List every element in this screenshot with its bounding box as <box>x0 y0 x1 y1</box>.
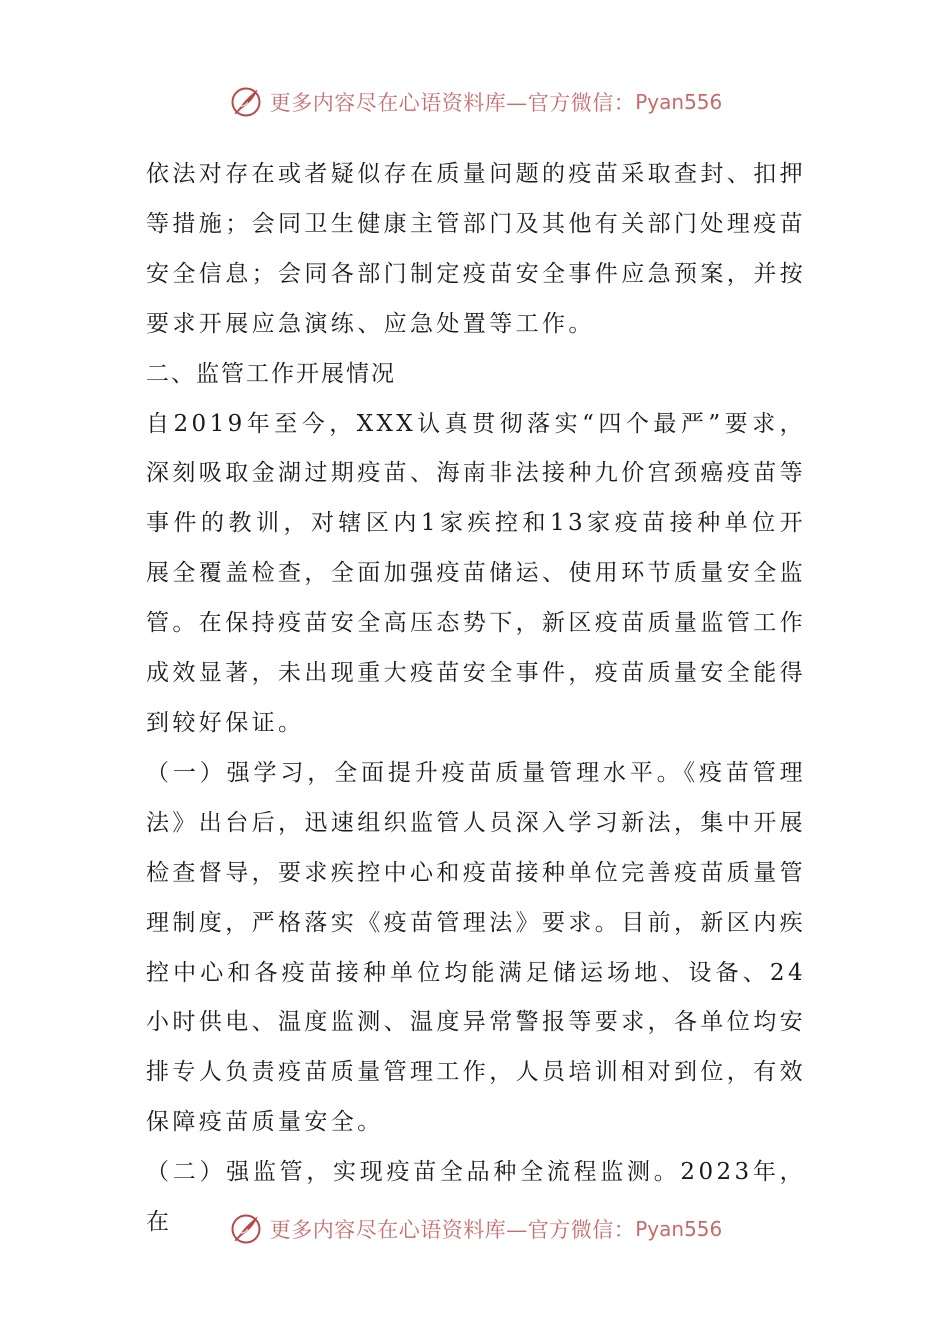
paragraph-2: 自2019年至今，XXX认真贯彻落实“四个最严”要求，深刻吸取金湖过期疫苗、海南非法接种九价宫颈癌疫苗等事件的教训，对辖区内1家疾控和13家疫苗接种单位开展全覆盖检查，全面加强疫苗储运、使用环节质量安全监管。在保持疫苗安全高压态势下，新区疫苗质量监管工作成效显著，未出现重大疫苗安全事件，疫苗质量安全能得到较好保证。 <box>146 410 806 736</box>
watermark-text: 更多内容尽在心语资料库—官方微信： <box>269 1218 636 1242</box>
document-body <box>146 150 806 1248</box>
watermark-footer <box>0 1209 950 1249</box>
paragraph-1: 依法对存在或者疑似存在质量问题的疫苗采取查封、扣押等措施；会同卫生健康主管部门及其他有关部门处理疫苗安全信息；会同各部门制定疫苗安全事件应急预案，并按要求开展应急演练、应急处置等工作。 <box>146 161 806 337</box>
section-heading: 二、监管工作开展情况 <box>146 360 396 387</box>
quill-logo-icon <box>228 84 264 120</box>
watermark-account: Pyan556 <box>635 1217 723 1241</box>
paragraph-3: （一）强学习，全面提升疫苗质量管理水平。《疫苗管理法》出台后，迅速组织监管人员深入学习新法，集中开展检查督导，要求疾控中心和疫苗接种单位完善疫苗质量管理制度，严格落实《疫苗管理法》要求。目前，新区内疾控中心和各疫苗接种单位均能满足储运场地、设备、24小时供电、温度监测、温度异常警报等要求，各单位均安排专人负责疫苗质量管理工作，人员培训相对到位，有效保障疫苗质量安全。 <box>146 759 806 1136</box>
paragraph-4: （二）强监管，实现疫苗全品种全流程监测。2023年，在 <box>146 1159 806 1236</box>
watermark-header <box>0 82 950 122</box>
quill-logo-icon <box>228 1211 264 1247</box>
watermark-text: 更多内容尽在心语资料库—官方微信： <box>269 91 636 115</box>
watermark-account: Pyan556 <box>635 90 723 114</box>
